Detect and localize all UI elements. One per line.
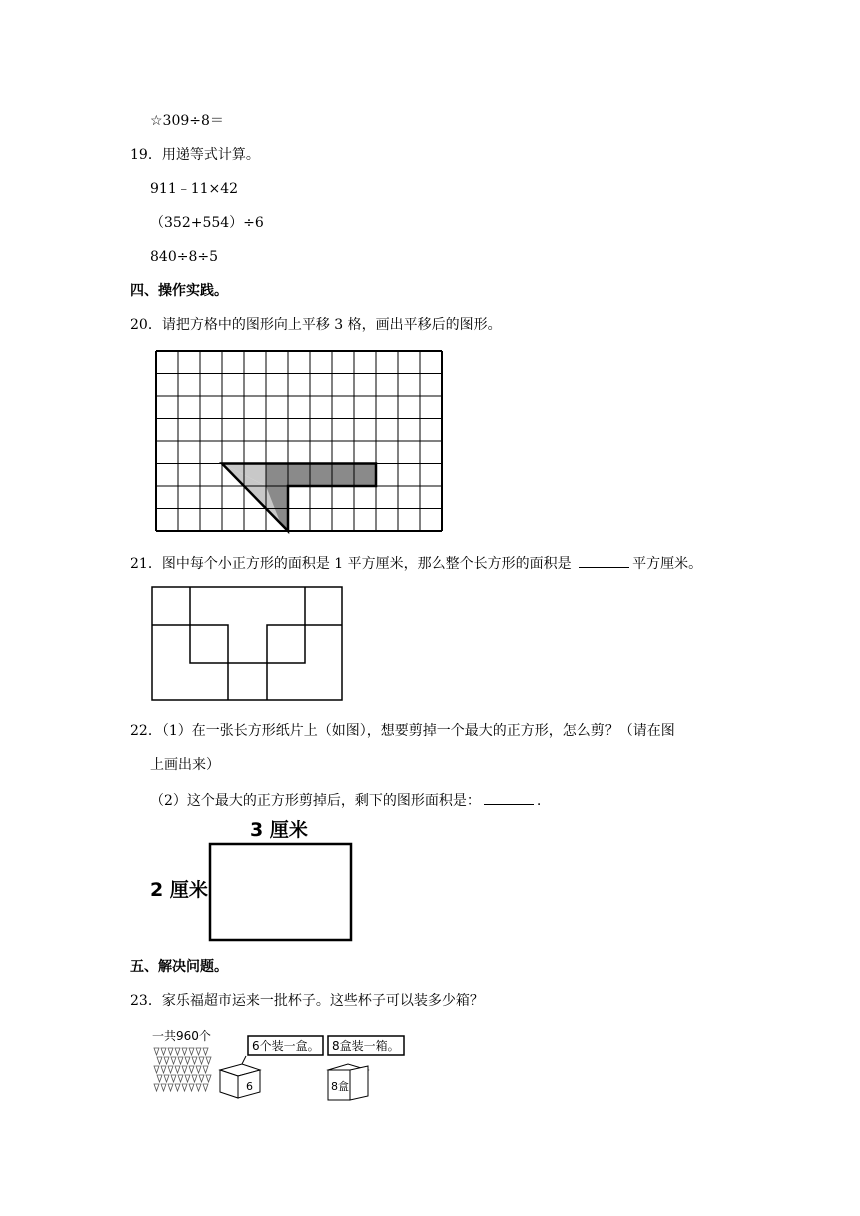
cup-icon (196, 1048, 201, 1055)
cup-icon (161, 1084, 166, 1091)
question-21 (130, 553, 702, 573)
cup-icon (157, 1057, 162, 1064)
question-23: 23．家乐福超市运来一批杯子。这些杯子可以装多少箱？ (130, 993, 484, 1009)
cup-icon (189, 1084, 194, 1091)
cup-icon (175, 1084, 180, 1091)
cup-icon (192, 1057, 197, 1064)
question-20: 20．请把方格中的图形向上平移 3 格，画出平移后的图形。 (130, 317, 502, 333)
cup-icon (161, 1066, 166, 1073)
cup-icon (154, 1066, 159, 1073)
cup-icon (168, 1084, 173, 1091)
cup-icon (154, 1048, 159, 1055)
cup-icon (185, 1057, 190, 1064)
grid-figure (152, 348, 452, 538)
cup-icon (203, 1066, 208, 1073)
top-length-label: 3 厘米 (250, 819, 308, 841)
cup-icon (164, 1057, 169, 1064)
shape-dark-region (266, 464, 376, 532)
cup-icon (196, 1066, 201, 1073)
cup-icon (157, 1075, 162, 1082)
question-22-part2 (150, 790, 541, 810)
cup-icon (154, 1084, 159, 1091)
cup-icon (164, 1075, 169, 1082)
cup-icon (203, 1048, 208, 1055)
q21-unit: 平方厘米。 (632, 556, 703, 572)
section-5-heading: 五、解决问题。 (130, 959, 228, 975)
big-box-label: 8盒 (331, 1080, 349, 1093)
speech-bubble-1-text: 6个装一盒。 (252, 1039, 320, 1053)
cup-icon (171, 1057, 176, 1064)
section-4-heading: 四、操作实践。 (130, 283, 228, 299)
small-box-icon (220, 1056, 260, 1098)
cup-icon (182, 1066, 187, 1073)
small-box-label: 6 (246, 1080, 253, 1093)
cup-icon (192, 1075, 197, 1082)
question-19: 19．用递等式计算。 (130, 147, 260, 163)
cup-icon (206, 1057, 211, 1064)
cup-icon (206, 1075, 211, 1082)
cup-icon (175, 1066, 180, 1073)
inner-t-outline (190, 587, 305, 663)
left-width-label: 2 厘米 (150, 879, 208, 901)
cup-icon (199, 1057, 204, 1064)
calc-star-problem: ☆309÷8＝ (150, 113, 224, 129)
cup-icon (178, 1057, 183, 1064)
q22-period: . (536, 793, 542, 809)
cup-icon (189, 1066, 194, 1073)
question-22-line2: 上画出来） (150, 757, 220, 773)
rectangle-figure (148, 816, 358, 946)
cup-icon (168, 1066, 173, 1073)
cups-pile-icon (154, 1048, 211, 1091)
cup-icon (203, 1084, 208, 1091)
cup-icon (171, 1075, 176, 1082)
q22-answer-blank[interactable] (484, 790, 534, 805)
cup-icon (182, 1084, 187, 1091)
cup-icon (185, 1075, 190, 1082)
outer-rectangle (152, 587, 342, 700)
cups-boxes-figure (150, 1024, 420, 1104)
q19-expression-a: 911﹣11×42 (150, 181, 239, 197)
q19-expression-c: 840÷8÷5 (150, 249, 218, 265)
squares-figure (150, 584, 350, 704)
paper-rectangle (210, 844, 351, 940)
q21-answer-blank[interactable] (579, 553, 629, 568)
cup-icon (168, 1048, 173, 1055)
cup-icon (196, 1084, 201, 1091)
question-22-line1: 22．（1）在一张长方形纸片上（如图），想要剪掉一个最大的正方形，怎么剪？（请在图 (130, 723, 675, 739)
left-square-outline (152, 625, 228, 700)
q21-text: 21．图中每个小正方形的面积是 1 平方厘米，那么整个长方形的面积是 (130, 556, 577, 572)
right-square-outline (267, 625, 342, 700)
cup-icon (161, 1048, 166, 1055)
q22-part2-text: （2）这个最大的正方形剪掉后，剩下的图形面积是： (150, 793, 481, 809)
cup-icon (189, 1048, 194, 1055)
q19-expression-b: （352+554）÷6 (150, 215, 264, 231)
cup-icon (182, 1048, 187, 1055)
total-cups-label: 一共960个 (152, 1029, 211, 1043)
cup-icon (178, 1075, 183, 1082)
speech-bubble-2-text: 8盒装一箱。 (332, 1039, 400, 1053)
cup-icon (199, 1075, 204, 1082)
cup-icon (175, 1048, 180, 1055)
